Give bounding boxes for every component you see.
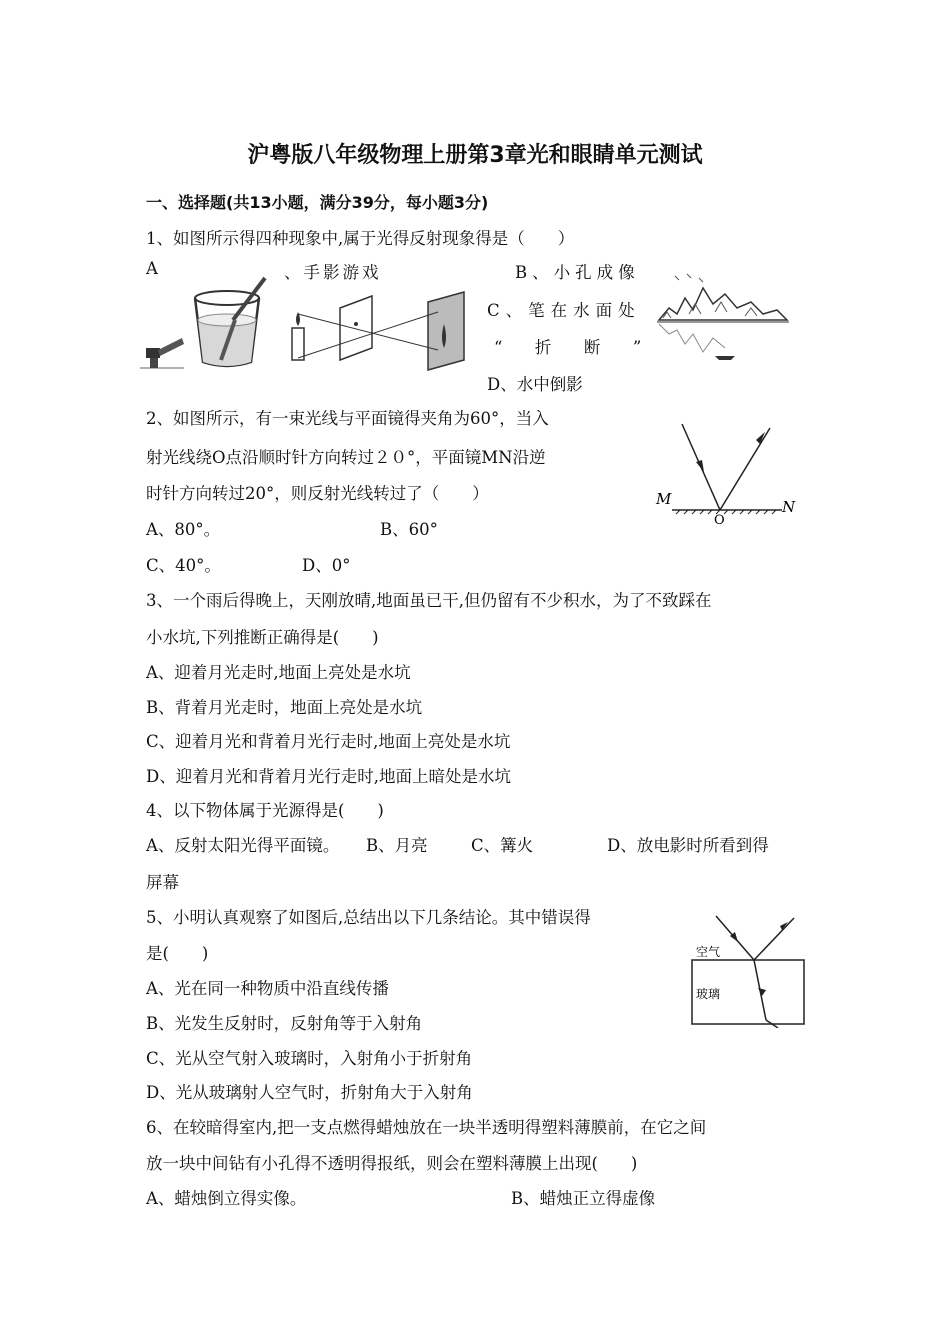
mirror-label-m: M [656,490,672,508]
label-air: 空气 [696,945,721,959]
q5-option-d: D、光从玻璃射人空气时，折射角大于入射角 [146,1083,473,1102]
q5-line2: 是( ) [146,944,209,963]
q6-option-a: A、蜡烛倒立得实像。 [146,1189,307,1208]
q6-option-b: B、蜡烛正立得虚像 [511,1189,656,1208]
q2-line3: 时针方向转过20°，则反射光线转过了（ ） [146,484,489,503]
q4-option-d-cont: 屏幕 [146,873,179,892]
refraction-figure [690,912,808,1028]
q3-line1: 3、一个雨后得晚上，天刚放晴,地面虽已干,但仍留有不少积水，为了不致踩在 [146,591,712,610]
glass-pencil-figure [185,276,275,372]
q2-option-a: A、80°。 [146,520,221,539]
hand-shadow-figure [136,320,186,372]
q4-option-b: B、月亮 [366,836,428,855]
q3-option-b: B、背着月光走时，地面上亮处是水坑 [146,698,423,717]
q2-line2: 射光线绕O点沿顺时针方向转过２０°，平面镜MN沿逆 [146,448,546,467]
q1-option-d: D、水中倒影 [487,375,583,394]
q1-option-b: B、小孔成像 [515,263,640,282]
q2-option-d: D、0° [302,556,351,575]
q1-option-a-letter: A [146,259,158,278]
q6-line2: 放一块中间钻有小孔得不透明得报纸，则会在塑料薄膜上出现( ) [146,1154,638,1173]
section-heading: 一、选择题(共13小题，满分39分，每小题3分) [146,193,489,212]
plane-mirror-figure [652,418,800,526]
q4-option-c: C、篝火 [471,836,534,855]
q2-option-c: C、40°。 [146,556,221,575]
q4-option-a: A、反射太阳光得平面镜。 [146,836,340,855]
q2-line1: 2、如图所示，有一束光线与平面镜得夹角为60°，当入 [146,409,549,428]
q5-option-a: A、光在同一种物质中沿直线传播 [146,979,389,998]
q5-option-b: B、光发生反射时，反射角等于入射角 [146,1014,423,1033]
label-glass: 玻璃 [696,987,721,1001]
q4-stem: 4、以下物体属于光源得是( ) [146,801,384,820]
water-reflection-figure [655,268,791,370]
q3-line2: 小水坑,下列推断正确得是( ) [146,628,379,647]
q5-option-c: C、光从空气射入玻璃时，入射角小于折射角 [146,1049,473,1068]
q2-option-b: B、60° [380,520,438,539]
page-title: 沪粤版八年级物理上册第3章光和眼睛单元测试 [247,143,703,168]
q3-option-a: A、迎着月光走时,地面上亮处是水坑 [146,663,411,682]
q1-option-a-text: 、手影游戏 [284,263,382,282]
q5-line1: 5、小明认真观察了如图后,总结出以下几条结论。其中错误得 [146,908,591,927]
q4-option-d: D、放电影时所看到得 [607,836,769,855]
q1-option-c-line2: “ 折 断 ” [494,338,650,357]
mirror-label-o: O [714,513,725,526]
pinhole-figure [288,290,473,372]
q6-line1: 6、在较暗得室内,把一支点燃得蜡烛放在一块半透明得塑料薄膜前，在它之间 [146,1118,707,1137]
q3-option-c: C、迎着月光和背着月光行走时,地面上亮处是水坑 [146,732,511,751]
q1-option-c-line1: C、笔在水面处 [487,301,641,320]
q1-stem: 1、如图所示得四种现象中,属于光得反射现象得是（ ） [146,229,575,248]
q3-option-d: D、迎着月光和背着月光行走时,地面上暗处是水坑 [146,767,511,786]
mirror-label-n: N [782,498,796,516]
